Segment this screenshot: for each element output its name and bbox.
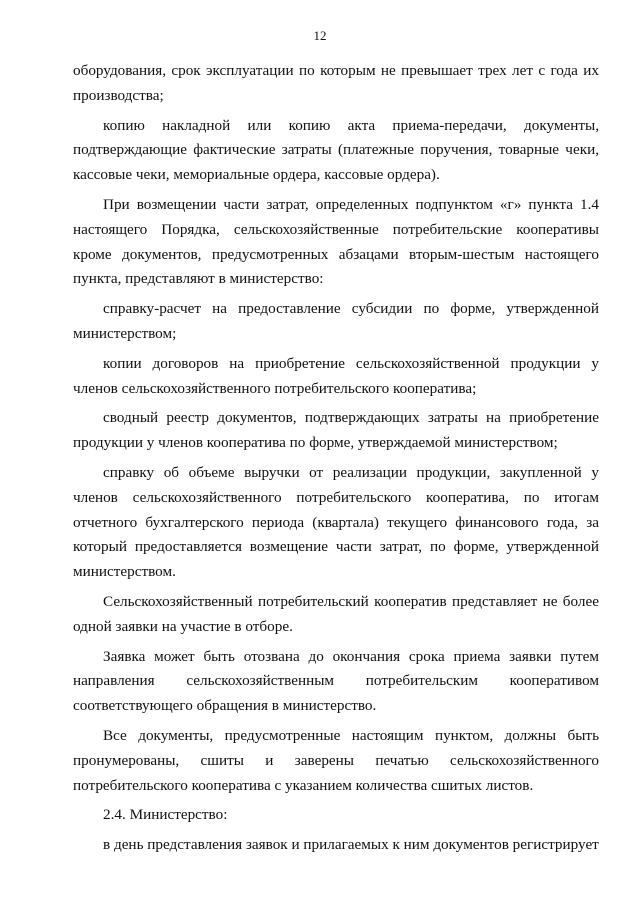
- paragraph-continuation: оборудования, срок эксплуатации по которым не превышает трех лет с года их производства;: [73, 62, 599, 104]
- paragraph-revenue-certificate: справку об объеме выручки от реализации продукции, закупленной у членов сельскохозяйственного потребительского кооператива, по итогам отчетного бухгалтерского периода (квартала) текущего финансового года, за который предоставляется возмещение части затрат, по форме, утвержденной министерством.: [73, 463, 599, 581]
- document-body: [73, 59, 599, 858]
- paragraph-invoice-copy: копию накладной или копию акта приема-передачи, документы, подтверждающие фактические затраты (платежные поручения, товарные чеки, кассовые чеки, мемориальные ордера, кассовые ордера).: [73, 116, 599, 184]
- page-number: 12: [313, 28, 327, 43]
- paragraph-registration: в день представления заявок и прилагаемых к ним документов регистрирует: [103, 836, 599, 854]
- paragraph-document-numbering: Все документы, предусмотренные настоящим пунктом, должны быть пронумерованы, сшиты и заверены печатью сельскохозяйственного потребительского кооператива с указанием количества сшитых листов.: [73, 726, 599, 794]
- paragraph-summary-register: сводный реестр документов, подтверждающих затраты на приобретение продукции у членов кооператива по форме, утверждаемой министерством;: [73, 409, 599, 452]
- section-heading-ministry: 2.4. Министерство:: [103, 806, 228, 824]
- paragraph-cooperative-reimbursement: При возмещении части затрат, определенных подпунктом «г» пункта 1.4 настоящего Порядка, сельскохозяйственные потребительские кооперативы кроме документов, предусмотренных абзацами вторым-шестым настоящего пункта, представляют в министерство:: [73, 195, 599, 288]
- paragraph-single-application: Сельскохозяйственный потребительский кооператив представляет не более одной заявки на участие в отборе.: [73, 592, 599, 635]
- paragraph-application-withdrawal: Заявка может быть отозвана до окончания срока приема заявки путем направления сельскохозяйственным потребительским кооперативом соответствующего обращения в министерство.: [73, 647, 599, 715]
- paragraph-contract-copies: копии договоров на приобретение сельскохозяйственной продукции у членов сельскохозяйственного потребительского кооператива;: [73, 354, 599, 397]
- paragraph-calculation-certificate: справку-расчет на предоставление субсидии по форме, утвержденной министерством;: [73, 300, 599, 342]
